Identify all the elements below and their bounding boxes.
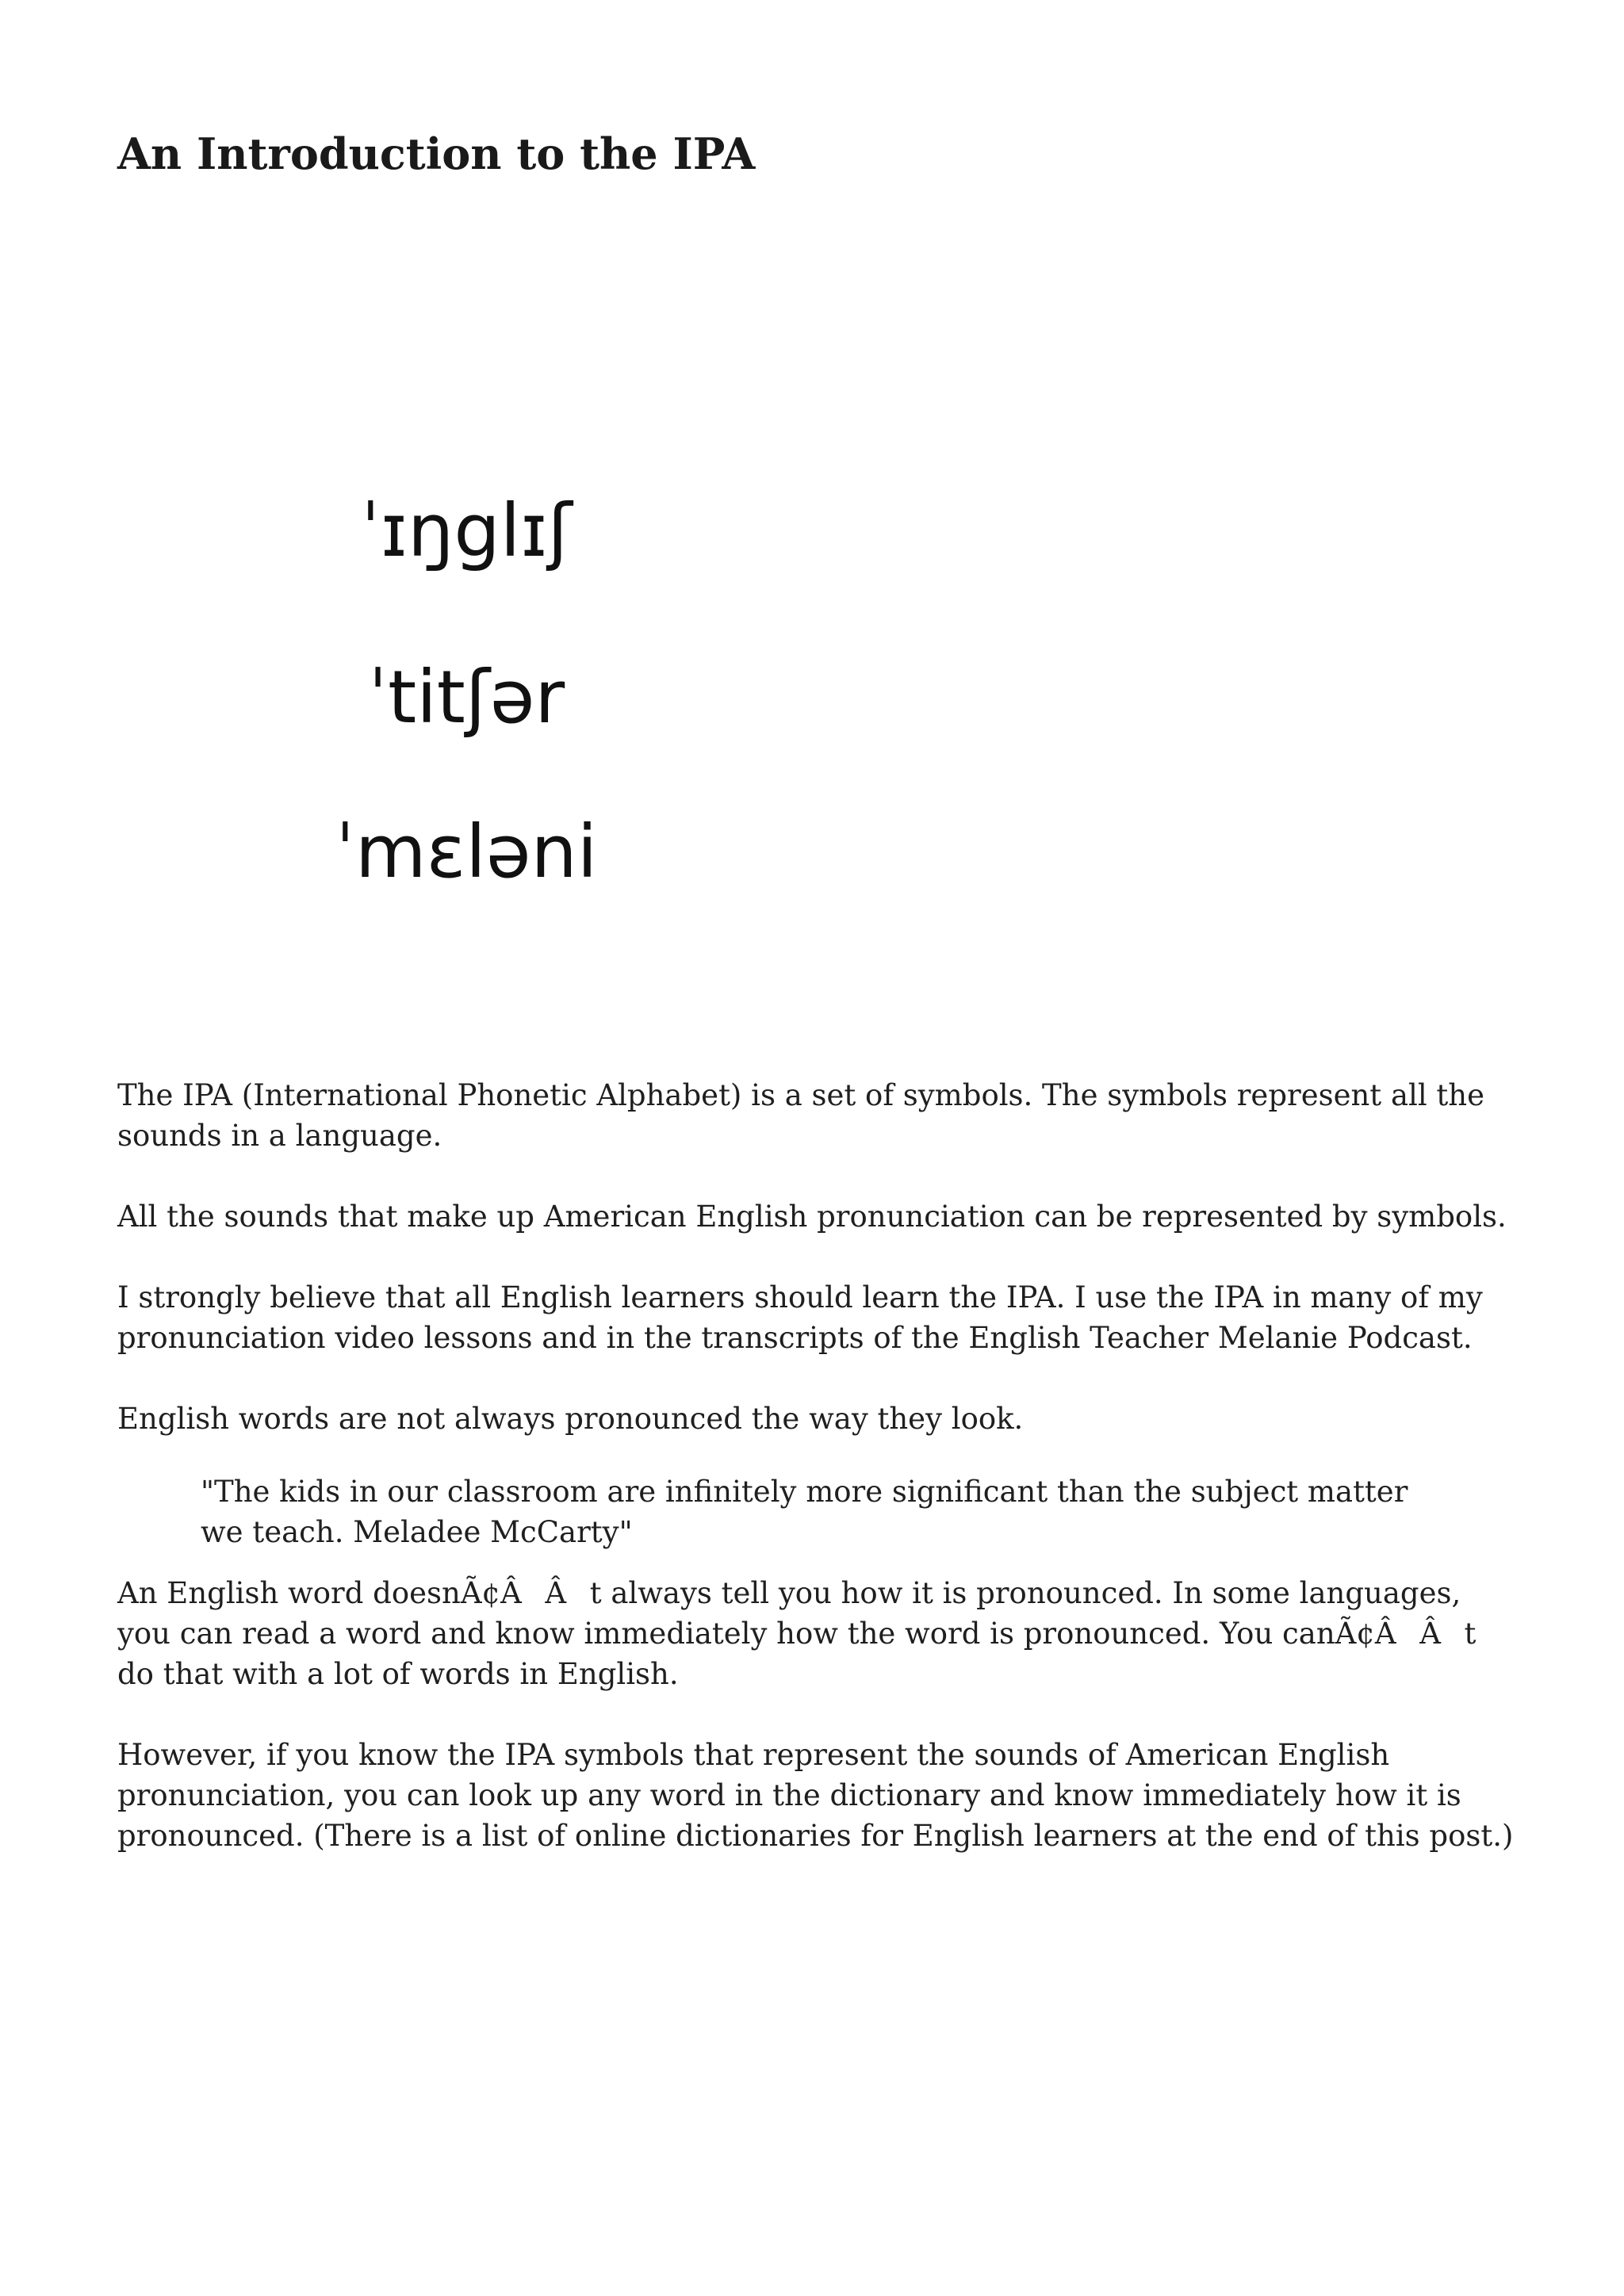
ipa-transcription-image bbox=[117, 444, 910, 936]
ipa-line-english: ˈɪŋglɪʃ bbox=[360, 488, 573, 573]
blockquote: "The kids in our classroom are infinitely more significant than the subject matter we teach. Meladee McCarty" bbox=[201, 1475, 1408, 1549]
paragraph-word-doesnt-tell: An English word doesnÃ¢ÂÂt always tell you how it is pronounced. In some languages, you can read a word and know immediately how the word is pronounced. You canÃ¢ÂÂt do that with a lot of words in English. bbox=[117, 1576, 1477, 1691]
paragraph-learners-should-learn: I strongly believe that all English learners should learn the IPA. I use the IPA in many of my pronunciation video lessons and in the transcripts of the English Teacher Melanie Podcast. bbox=[117, 1280, 1483, 1355]
paragraph-ipa-definition: The IPA (International Phonetic Alphabet) is a set of symbols. The symbols represent all the sounds in a language. bbox=[117, 1078, 1485, 1153]
paragraph-american-sounds: All the sounds that make up American English pronunciation can be represented by symbols. bbox=[117, 1200, 1507, 1234]
paragraph-however: However, if you know the IPA symbols that represent the sounds of American English pronunciation, you can look up any word in the dictionary and know immediately how it is pronounced. (There is a list of online dictionaries for English learners at the end of this post.) bbox=[117, 1738, 1514, 1853]
ipa-line-melanie: ˈmɛləni bbox=[335, 809, 598, 894]
page-title: An Introduction to the IPA bbox=[117, 128, 756, 179]
paragraph-not-pronounced: English words are not always pronounced the way they look. bbox=[117, 1402, 1024, 1436]
ipa-line-teacher: ˈtitʃər bbox=[367, 655, 565, 740]
article-body bbox=[117, 1075, 1521, 1896]
